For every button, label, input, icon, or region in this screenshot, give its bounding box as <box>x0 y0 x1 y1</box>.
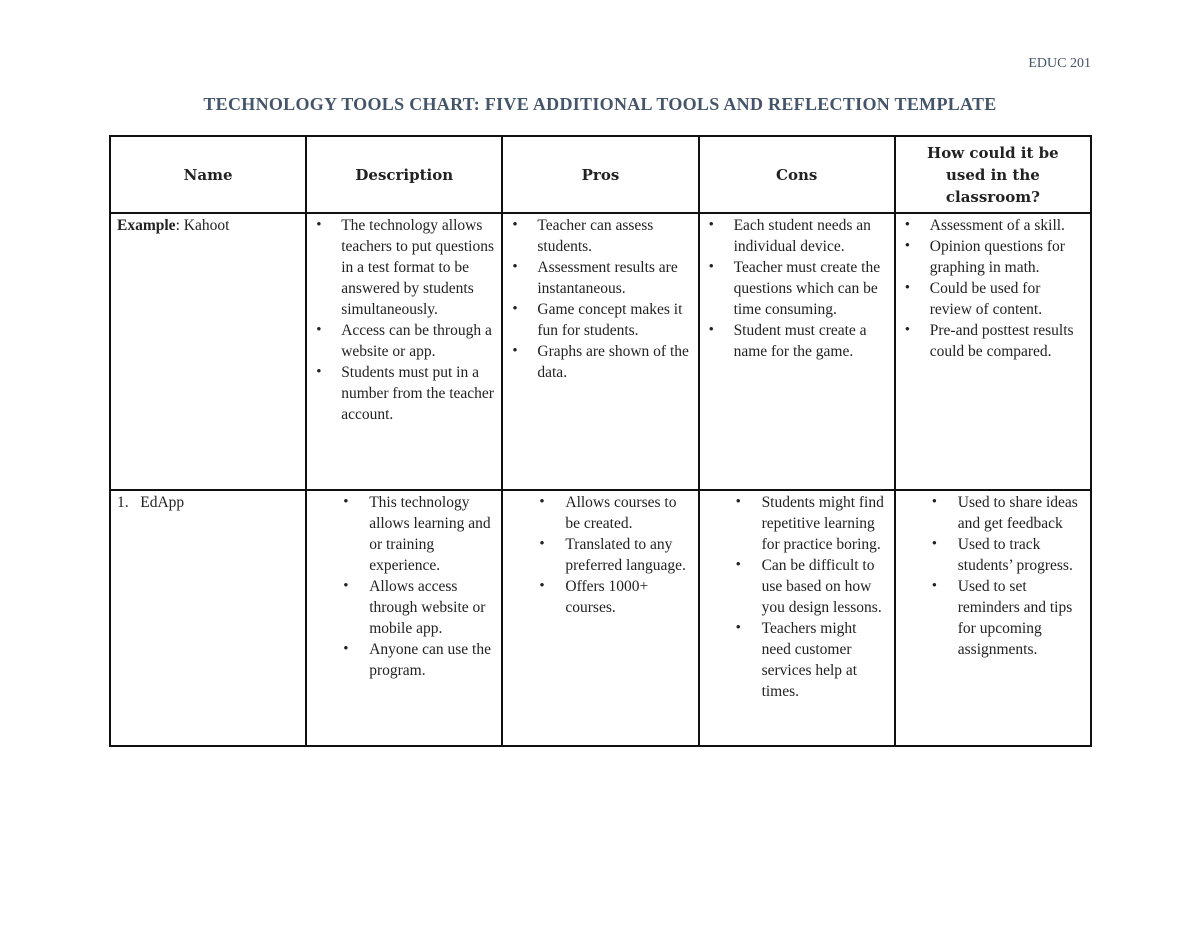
list-item: • Teachers might need customer services help at times. <box>762 618 888 702</box>
column-header-classroom-use: How could it be used in the classroom? <box>895 136 1091 213</box>
cell-classroom-use <box>895 490 1091 746</box>
list-item: • Used to track students’ progress. <box>958 534 1084 576</box>
bullet-list <box>509 492 691 618</box>
cell-name <box>110 490 306 746</box>
list-item: • Assessment of a skill. <box>930 215 1084 236</box>
column-header-description: Description <box>306 136 502 213</box>
list-item: • Teacher must create the questions which can be time consuming. <box>734 257 888 320</box>
list-item: • Graphs are shown of the data. <box>537 341 691 383</box>
list-item: • Used to set reminders and tips for upcoming assignments. <box>958 576 1084 660</box>
cell-pros <box>502 213 698 490</box>
bullet-list <box>706 215 888 362</box>
example-label: Example <box>117 217 176 234</box>
cell-cons <box>699 490 895 746</box>
list-item: • Translated to any preferred language. <box>565 534 691 576</box>
column-header-pros: Pros <box>502 136 698 213</box>
bullet-list <box>509 215 691 383</box>
bullet-list <box>902 215 1084 362</box>
cell-cons <box>699 213 895 490</box>
list-item: • Game concept makes it fun for students. <box>537 299 691 341</box>
example-tool-name: : Kahoot <box>175 217 230 234</box>
cell-description <box>306 490 502 746</box>
tool-name: EdApp <box>140 494 185 511</box>
table-row-example <box>110 213 1091 490</box>
list-item: • Students might find repetitive learning for practice boring. <box>762 492 888 555</box>
list-item: • Teacher can assess students. <box>537 215 691 257</box>
bullet-list <box>313 492 495 681</box>
table-row-edapp <box>110 490 1091 746</box>
list-item: • Used to share ideas and get feedback <box>958 492 1084 534</box>
list-item: • Opinion questions for graphing in math. <box>930 236 1084 278</box>
list-item: • This technology allows learning and or training experience. <box>369 492 495 576</box>
list-item: • Can be difficult to use based on how you design lessons. <box>762 555 888 618</box>
table-header-row <box>110 136 1091 213</box>
list-item: • Offers 1000+ courses. <box>565 576 691 618</box>
row-number: 1. <box>117 494 129 511</box>
list-item: • Access can be through a website or app. <box>341 320 495 362</box>
cell-name <box>110 213 306 490</box>
bullet-list <box>706 492 888 702</box>
cell-description <box>306 213 502 490</box>
course-code: EDUC 201 <box>1028 56 1091 71</box>
bullet-list <box>313 215 495 425</box>
list-item: • Student must create a name for the game. <box>734 320 888 362</box>
list-item: • Assessment results are instantaneous. <box>537 257 691 299</box>
column-header-name: Name <box>110 136 306 213</box>
bullet-list <box>902 492 1084 660</box>
list-item: • Allows courses to be created. <box>565 492 691 534</box>
list-item: • Could be used for review of content. <box>930 278 1084 320</box>
list-item: • Anyone can use the program. <box>369 639 495 681</box>
list-item: • Pre-and posttest results could be compared. <box>930 320 1084 362</box>
column-header-cons: Cons <box>699 136 895 213</box>
technology-tools-table <box>109 135 1092 747</box>
page-title: TECHNOLOGY TOOLS CHART: FIVE ADDITIONAL TOOLS AND REFLECTION TEMPLATE <box>203 94 997 114</box>
cell-pros <box>502 490 698 746</box>
list-item: • Each student needs an individual device. <box>734 215 888 257</box>
cell-classroom-use <box>895 213 1091 490</box>
list-item: • The technology allows teachers to put questions in a test format to be answered by students simultaneously. <box>341 215 495 320</box>
list-item: • Students must put in a number from the teacher account. <box>341 362 495 425</box>
list-item: • Allows access through website or mobile app. <box>369 576 495 639</box>
